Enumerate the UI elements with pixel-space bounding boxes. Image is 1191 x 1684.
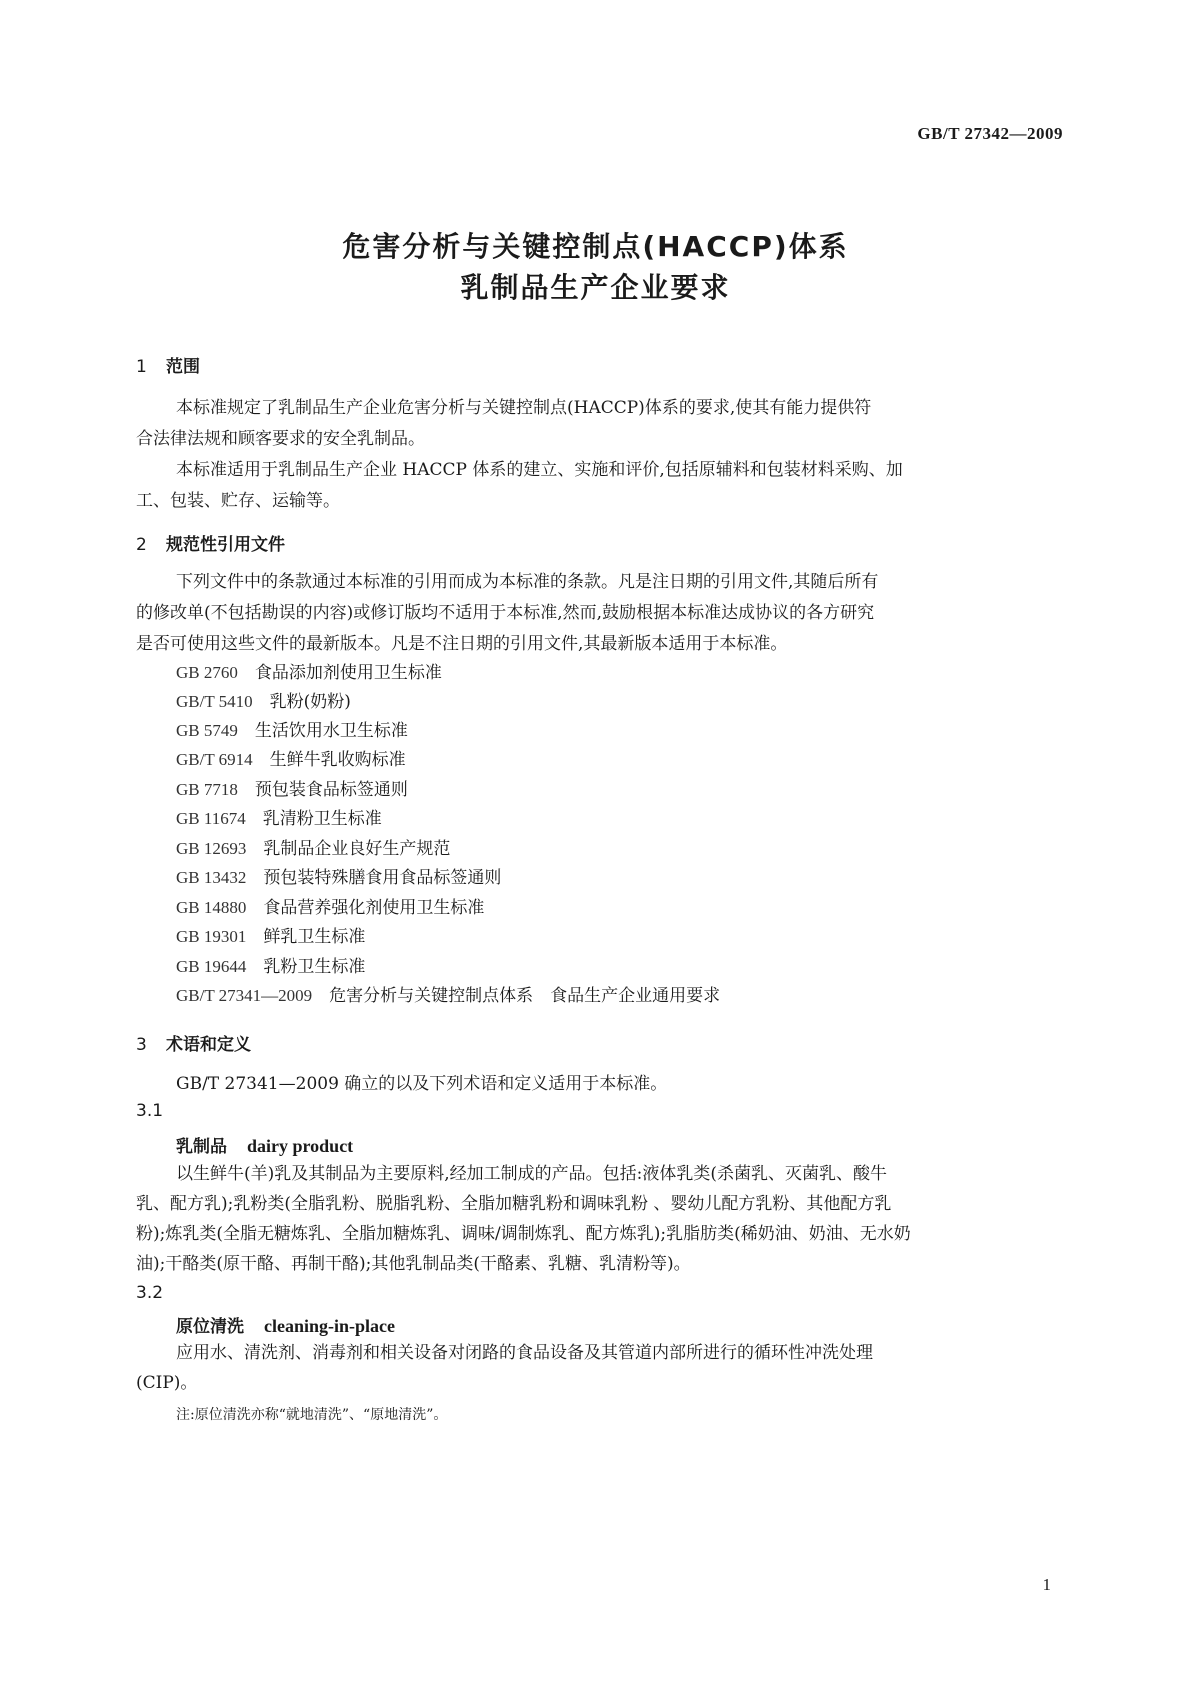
document-title-line-2: 乳制品生产企业要求 bbox=[460, 271, 731, 304]
reference-title: 危害分析与关键控制点体系 食品生产企业通用要求 bbox=[329, 986, 721, 1006]
reference-item bbox=[176, 924, 365, 950]
section-2-para-line-1: 下列文件中的条款通过本标准的引用而成为本标准的条款。凡是注日期的引用文件,其随后所有 bbox=[176, 572, 879, 592]
reference-title: 生活饮用水卫生标准 bbox=[254, 721, 408, 741]
reference-item bbox=[176, 777, 408, 803]
term-3-2-cn: 原位清洗 bbox=[176, 1317, 244, 1337]
reference-code: GB 7718 bbox=[176, 780, 238, 799]
section-2-title: 规范性引用文件 bbox=[166, 535, 285, 555]
definition-3-1-line-3: 粉);炼乳类(全脂无糖炼乳、全脂加糖炼乳、调味/调制炼乳、配方炼乳);乳脂肪类(稀奶油、奶油、无水奶 bbox=[136, 1224, 911, 1244]
reference-title: 乳清粉卫生标准 bbox=[262, 809, 382, 829]
section-3-intro: GB/T 27341—2009 确立的以及下列术语和定义适用于本标准。 bbox=[176, 1074, 668, 1094]
section-2-number: 2 bbox=[136, 535, 147, 555]
page-number: 1 bbox=[1042, 1575, 1051, 1594]
section-2-para-line-3: 是否可使用这些文件的最新版本。凡是不注日期的引用文件,其最新版本适用于本标准。 bbox=[136, 634, 788, 654]
section-1-number: 1 bbox=[136, 357, 147, 377]
section-3-heading bbox=[136, 1030, 251, 1055]
section-2-para-line-2: 的修改单(不包括勘误的内容)或修订版均不适用于本标准,然而,鼓励根据本标准达成协议的各方研究 bbox=[136, 603, 875, 623]
definition-3-1-line-2: 乳、配方乳);乳粉类(全脂乳粉、脱脂乳粉、全脂加糖乳粉和调味乳粉 、婴幼儿配方乳粉、其他配方乳 bbox=[136, 1194, 892, 1214]
reference-title: 鲜乳卫生标准 bbox=[263, 927, 366, 947]
reference-code: GB/T 6914 bbox=[176, 750, 253, 769]
definition-3-2-line-2: (CIP)。 bbox=[136, 1373, 198, 1393]
reference-item bbox=[176, 895, 484, 921]
reference-code: GB/T 5410 bbox=[176, 692, 253, 711]
reference-code: GB 14880 bbox=[176, 898, 247, 917]
definition-3-1-line-1: 以生鲜牛(羊)乳及其制品为主要原料,经加工制成的产品。包括:液体乳类(杀菌乳、灭菌乳、酸牛 bbox=[176, 1164, 888, 1184]
term-3-2-en: cleaning-in-place bbox=[264, 1316, 395, 1336]
reference-item bbox=[176, 865, 501, 891]
reference-title: 食品添加剂使用卫生标准 bbox=[254, 663, 442, 683]
reference-item bbox=[176, 836, 450, 862]
section-1-title: 范围 bbox=[166, 357, 200, 377]
section-3-title: 术语和定义 bbox=[166, 1035, 251, 1055]
reference-title: 乳粉(奶粉) bbox=[269, 692, 351, 712]
reference-title: 生鲜牛乳收购标准 bbox=[269, 750, 406, 770]
reference-title: 乳粉卫生标准 bbox=[263, 957, 366, 977]
note-3-2: 注:原位清洗亦称“就地清洗”、“原地清洗”。 bbox=[176, 1407, 448, 1423]
reference-code: GB 13432 bbox=[176, 868, 247, 887]
term-3-1-en: dairy product bbox=[247, 1136, 354, 1156]
term-3-2 bbox=[176, 1312, 395, 1337]
reference-code: GB 19644 bbox=[176, 957, 247, 976]
reference-title: 乳制品企业良好生产规范 bbox=[263, 839, 451, 859]
reference-code: GB 11674 bbox=[176, 809, 246, 828]
reference-code: GB/T 27341—2009 bbox=[176, 986, 313, 1005]
reference-item bbox=[176, 747, 406, 773]
reference-code: GB 12693 bbox=[176, 839, 247, 858]
reference-code: GB 19301 bbox=[176, 927, 247, 946]
reference-item bbox=[176, 660, 442, 686]
section-1-para-2-line-2: 工、包装、贮存、运输等。 bbox=[136, 491, 340, 511]
section-1-para-1-line-2: 合法律法规和顾客要求的安全乳制品。 bbox=[136, 429, 425, 449]
reference-title: 食品营养强化剂使用卫生标准 bbox=[263, 898, 485, 918]
term-3-1-cn: 乳制品 bbox=[176, 1137, 227, 1157]
reference-item bbox=[176, 983, 720, 1009]
reference-title: 预包装特殊膳食用食品标签通则 bbox=[263, 868, 502, 888]
definition-3-2-line-1: 应用水、清洗剂、消毒剂和相关设备对闭路的食品设备及其管道内部所进行的循环性冲洗处理 bbox=[176, 1343, 873, 1363]
clause-3-2-number: 3.2 bbox=[136, 1283, 164, 1303]
term-3-1 bbox=[176, 1132, 353, 1157]
section-1-para-2-line-1: 本标准适用于乳制品生产企业 HACCP 体系的建立、实施和评价,包括原辅料和包装材料采购、加 bbox=[176, 460, 903, 480]
reference-title: 预包装食品标签通则 bbox=[254, 780, 408, 800]
reference-item bbox=[176, 806, 382, 832]
section-3-number: 3 bbox=[136, 1035, 147, 1055]
reference-code: GB 5749 bbox=[176, 721, 238, 740]
section-2-heading bbox=[136, 530, 285, 555]
reference-code: GB 2760 bbox=[176, 663, 238, 682]
clause-3-1-number: 3.1 bbox=[136, 1101, 164, 1121]
reference-item bbox=[176, 954, 365, 980]
section-1-heading bbox=[136, 352, 200, 377]
reference-item bbox=[176, 718, 408, 744]
definition-3-1-line-4: 油);干酪类(原干酪、再制干酪);其他乳制品类(干酪素、乳糖、乳清粉等)。 bbox=[136, 1254, 691, 1274]
standard-code: GB/T 27342—2009 bbox=[917, 124, 1063, 143]
document-title-line-1: 危害分析与关键控制点(HACCP)体系 bbox=[342, 230, 849, 263]
section-1-para-1-line-1: 本标准规定了乳制品生产企业危害分析与关键控制点(HACCP)体系的要求,使其有能力提供符 bbox=[176, 398, 872, 418]
reference-item bbox=[176, 689, 351, 715]
